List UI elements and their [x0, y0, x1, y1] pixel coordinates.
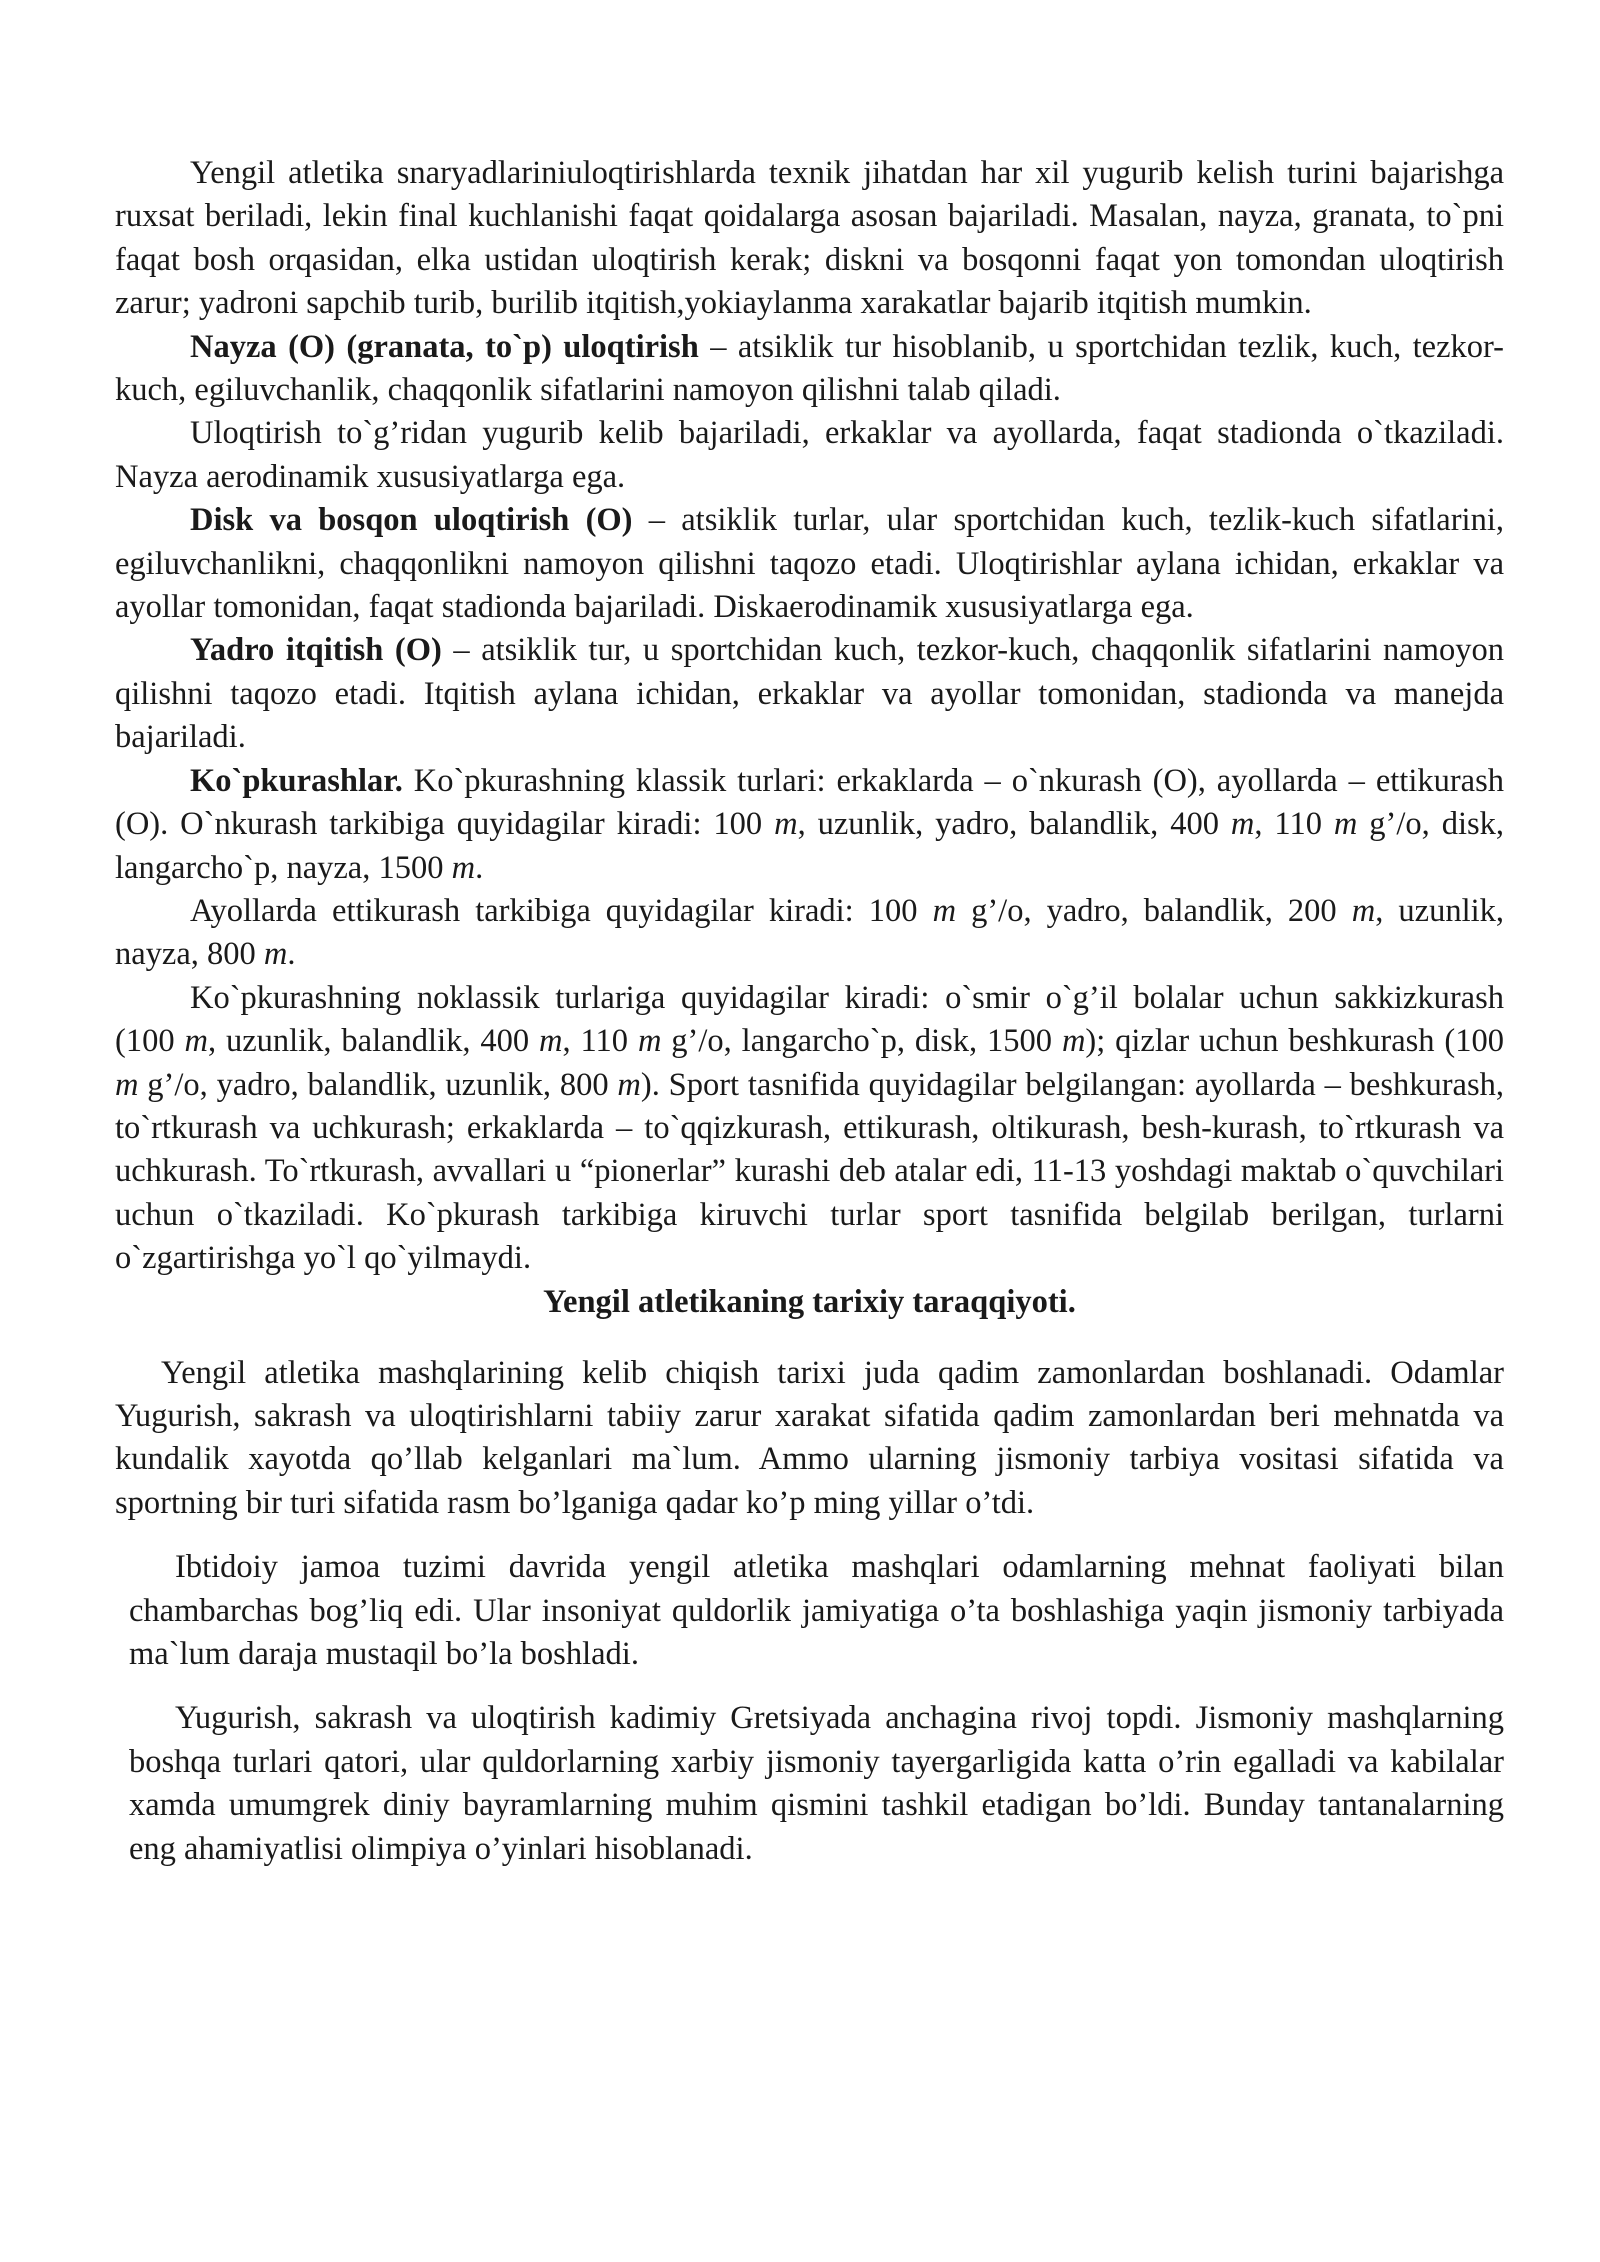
- paragraph-javelin: Nayza (O) (granata, to`p) uloqtirish – atsiklik tur hisoblanib, u sportchidan tezlik, kuch, tezkor-kuch, egiluvchanlik, chaqqonlik sifatlarini namoyon qilishni talab qiladi.: [115, 328, 1505, 409]
- paragraph-discus-hammer: Disk va bosqon uloqtirish (O) – atsiklik turlar, ular sportchidan kuch, tezlik-kuch sifatlarini, egiluvchanlikni, chaqqonlikni namoyon qilishni taqozo etadi. Uloqtirishlar aylana ichidan, erkaklar va ayollar tomonidan, faqat stadionda bajariladi. Diskaerodinamik xususiyatlarga ega.: [115, 502, 1504, 626]
- paragraph-nonclassic-events: Ko`pkurashning noklassik turlariga quyidagilar kiradi: o`smir o`g’il bolalar uchun sakkizkurash (100 m, uzunlik, balandlik, 400 m, 110 m g’/o, langarcho`p, disk, 1500 m); qizlar uchun beshkurash (100 m g’/o, yadro, balandlik, uzunlik, 800 m). Sport tasnifida quyidagilar belgilangan: ayollarda – beshkurash, to`rtkurash va uchkurash; erkaklarda – to`qqizkurash, ettikurash, oltikurash, besh-kurash, to`rtkurash va uchkurash. To`rtkurash, avvallari u “pionerlar” kurashi deb atalar edi, 11-13 yoshdagi maktab o`quvchilari uchun o`tkaziladi. Ko`pkurash tarkibiga kiruvchi turlar sport tasnifida belgilab berilgan, turlarni o`zgartirishga yo`l qo`yilmaydi.: [115, 979, 1504, 1277]
- paragraph-history-origins: Yengil atletika mashqlarining kelib chiqish tarixi juda qadim zamonlardan boshlanadi. Odamlar Yugurish, sakrash va uloqtirishlarni tabiiy zarur xarakat sifatida qadim zamonlardan beri mehnatda va kundalik xayotda qo’llab kelganlari ma`lum. Ammo ularning jismoniy tarbiya vositasi sifatida va sportning bir turi sifatida rasm bo’lganiga qadar ko’p ming yillar o’tdi.: [115, 1354, 1504, 1521]
- term-shot-put: Yadro itqitish (O): [190, 632, 442, 669]
- section-heading: Yengil atletikaning tarixiy taraqqiyoti.: [543, 1283, 1076, 1320]
- term-discus-hammer: Disk va bosqon uloqtirish (O): [190, 502, 633, 539]
- paragraph-heptathlon: Ayollarda ettikurash tarkibiga quyidagilar kiradi: 100 m g’/o, yadro, balandlik, 200 m, uzunlik, nayza, 800 m.: [115, 892, 1505, 973]
- paragraph-shot-put: Yadro itqitish (O) – atsiklik tur, u sportchidan kuch, tezkor-kuch, chaqqonlik sifatlarini namoyon qilishni taqozo etadi. Itqitish aylana ichidan, erkaklar va ayollar tomonidan, stadionda va manejda bajariladi.: [115, 632, 1504, 756]
- paragraph-history-primitive: Ibtidoiy jamoa tuzimi davrida yengil atletika mashqlari odamlarning mehnat faoliyati bilan chambarchas bog’liq edi. Ular insoniyat quldorlik jamiyatiga o’ta boshlashiga yaqin jismoniy tarbiyada ma`lum daraja mustaqil bo’la boshladi.: [129, 1549, 1504, 1672]
- paragraph-history-greece: Yugurish, sakrash va uloqtirish kadimiy Gretsiyada anchagina rivoj topdi. Jismoniy mashqlarning boshqa turlari qatori, ular quldorlarning xarbiy jismoniy tayergarligida katta o’rin egalladi va kabilalar xamda umumgrek diniy bayramlarning muhim qismini tashkil etadigan bo’ldi. Bunday tantanalarning eng ahamiyatlisi olimpiya o’yinlari hisoblanadi.: [129, 1700, 1504, 1867]
- paragraph-combined-events: Ko`pkurashlar. Ko`pkurashning klassik turlari: erkaklarda – o`nkurash (O), ayollarda – ettikurash (O). O`nkurash tarkibiga quyidagilar kiradi: 100 m, uzunlik, yadro, balandlik, 400 m, 110 m g’/o, disk, langarcho`p, nayza, 1500 m.: [115, 762, 1505, 886]
- paragraph-throwing-rules: Yengil atletika snaryadlariniuloqtirishlarda texnik jihatdan har xil yugurib kelish turini bajarishga ruxsat beriladi, lekin final kuchlanishi faqat qoidalarga asosan bajariladi. Masalan, nayza, granata, to`pni faqat bosh orqasidan, elka ustidan uloqtirish kerak; diskni va bosqonni faqat yon tomondan uloqtirish zarur; yadroni sapchib turib, burilib itqitish,yokiaylanma xarakatlar bajarib itqitish mumkin.: [115, 155, 1504, 322]
- term-combined-events: Ko`pkurashlar.: [190, 762, 403, 799]
- paragraph-javelin-run: Uloqtirish to`g’ridan yugurib kelib bajariladi, erkaklar va ayollarda, faqat stadionda o`tkaziladi. Nayza aerodinamik xususiyatlarga ega.: [115, 415, 1504, 495]
- term-javelin: Nayza (O) (granata, to`p) uloqtirish: [190, 328, 699, 365]
